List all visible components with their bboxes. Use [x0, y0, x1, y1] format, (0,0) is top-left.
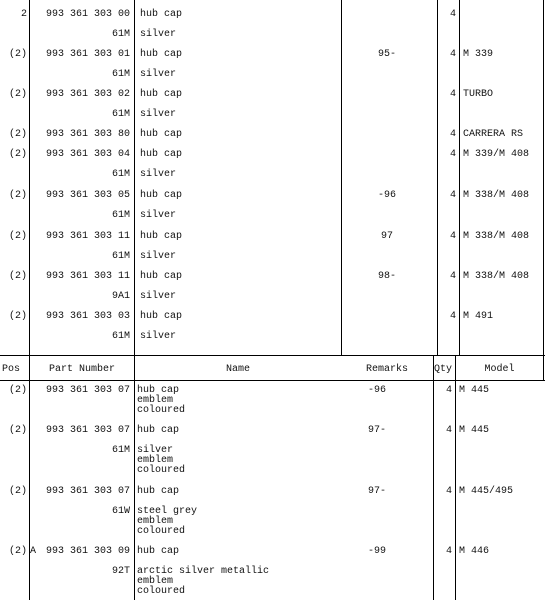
row-qty: 4	[445, 486, 452, 497]
row-model: M 445	[459, 425, 490, 436]
row-name-detail: coloured	[137, 405, 186, 416]
row-color-code: 61M	[111, 109, 130, 120]
row-name: hub cap	[140, 129, 183, 140]
row-pos: (2)	[8, 425, 27, 436]
row-model: M 338/M 408	[463, 231, 530, 242]
row-remarks: -96	[377, 190, 396, 201]
row-qty: 4	[445, 546, 452, 557]
row-color-code: 61M	[111, 69, 130, 80]
row-color-code: 61M	[111, 445, 130, 456]
row-color-name: silver	[140, 29, 177, 40]
row-model: M 445/495	[459, 486, 514, 497]
row-qty: 4	[449, 49, 456, 60]
row-model: M 445	[459, 385, 490, 396]
row-part-number: 993 361 303 09	[45, 546, 130, 557]
row-name: hub cap	[140, 271, 183, 282]
row-color-code: 92T	[111, 566, 130, 577]
row-pos: (2)	[8, 486, 27, 497]
row-model: M 338/M 408	[463, 190, 530, 201]
row-model: M 338/M 408	[463, 271, 530, 282]
row-pos: (2)	[8, 546, 27, 557]
row-name: hub cap	[140, 9, 183, 20]
row-part-number: 993 361 303 04	[45, 149, 130, 160]
row-name: hub cap	[137, 486, 180, 497]
row-qty: 4	[445, 385, 452, 396]
row-name: hub cap	[140, 49, 183, 60]
row-qty: 4	[449, 311, 456, 322]
row-pos: 2	[20, 9, 27, 20]
row-part-number: 993 361 303 07	[45, 385, 130, 396]
row-color-code: 61W	[111, 506, 130, 517]
row-pos: (2)	[8, 89, 27, 100]
row-remarks: -96	[367, 385, 386, 396]
row-pos: (2)	[8, 311, 27, 322]
row-qty: 4	[445, 425, 452, 436]
row-name: hub cap	[140, 231, 183, 242]
row-remarks: 97	[380, 231, 393, 242]
header-name: Name	[225, 364, 250, 375]
row-model: M 446	[459, 546, 490, 557]
row-qty: 4	[449, 129, 456, 140]
header-part-number: Part Number	[48, 364, 115, 375]
row-remarks: 95-	[377, 49, 396, 60]
row-qty: 4	[449, 149, 456, 160]
row-color-code: 61M	[111, 169, 130, 180]
row-model: M 491	[463, 311, 494, 322]
row-model: CARRERA RS	[463, 129, 524, 140]
row-color-name: silver	[140, 251, 177, 262]
row-color-detail: coloured	[137, 526, 186, 537]
row-color-detail: emblem	[137, 455, 174, 466]
row-remarks: -99	[367, 546, 386, 557]
row-qty: 4	[449, 271, 456, 282]
row-pos: (2)	[8, 190, 27, 201]
row-name: hub cap	[140, 149, 183, 160]
row-pos: (2)	[8, 271, 27, 282]
row-name: hub cap	[140, 190, 183, 201]
top-column-divider	[459, 0, 460, 355]
top-column-divider	[437, 0, 438, 355]
row-name: hub cap	[140, 89, 183, 100]
row-color-detail: coloured	[137, 465, 186, 476]
row-color-code: 61M	[111, 29, 130, 40]
section-separator	[0, 355, 545, 356]
row-qty: 4	[449, 231, 456, 242]
row-name: hub cap	[140, 311, 183, 322]
row-color-name: silver	[140, 291, 177, 302]
row-pos: (2)	[8, 129, 27, 140]
row-part-number: 993 361 303 11	[45, 271, 130, 282]
row-color-detail: steel grey	[137, 506, 198, 517]
row-qty: 4	[449, 9, 456, 20]
bottom-column-divider	[29, 356, 30, 600]
row-name: hub cap	[137, 546, 180, 557]
header-qty: Qty	[434, 364, 453, 375]
row-model: TURBO	[463, 89, 494, 100]
row-part-number: 993 361 303 03	[45, 311, 130, 322]
row-change-marker: A	[30, 546, 37, 557]
row-color-detail: emblem	[137, 576, 174, 587]
row-part-number: 993 361 303 00	[45, 9, 130, 20]
row-color-detail: silver	[137, 445, 174, 456]
row-color-detail: emblem	[137, 516, 174, 527]
row-part-number: 993 361 303 11	[45, 231, 130, 242]
row-part-number: 993 361 303 07	[45, 425, 130, 436]
row-color-name: silver	[140, 109, 177, 120]
row-pos: (2)	[8, 231, 27, 242]
row-part-number: 993 361 303 05	[45, 190, 130, 201]
header-right-border	[543, 356, 544, 380]
row-color-code: 61M	[111, 210, 130, 221]
row-remarks: 98-	[377, 271, 396, 282]
row-model: M 339/M 408	[463, 149, 530, 160]
top-column-divider	[29, 0, 30, 355]
row-color-code: 9A1	[111, 291, 130, 302]
row-pos: (2)	[8, 149, 27, 160]
row-name-detail: emblem	[137, 395, 174, 406]
row-color-detail: coloured	[137, 586, 186, 597]
header-pos: Pos	[2, 364, 21, 375]
row-color-detail: arctic silver metallic	[137, 566, 270, 577]
row-color-code: 61M	[111, 251, 130, 262]
row-part-number: 993 361 303 07	[45, 486, 130, 497]
row-part-number: 993 361 303 80	[45, 129, 130, 140]
bottom-column-divider	[455, 356, 456, 600]
row-pos: (2)	[8, 385, 27, 396]
row-remarks: 97-	[367, 425, 386, 436]
header-bottom-rule	[0, 380, 545, 381]
row-part-number: 993 361 303 01	[45, 49, 130, 60]
header-model: Model	[484, 364, 515, 375]
row-model: M 339	[463, 49, 494, 60]
row-color-name: silver	[140, 69, 177, 80]
row-pos: (2)	[8, 49, 27, 60]
row-name: hub cap	[137, 385, 180, 396]
row-color-name: silver	[140, 169, 177, 180]
row-color-code: 61M	[111, 331, 130, 342]
bottom-column-divider	[134, 356, 135, 600]
top-column-divider	[134, 0, 135, 355]
header-remarks: Remarks	[365, 364, 408, 375]
row-color-name: silver	[140, 331, 177, 342]
row-qty: 4	[449, 89, 456, 100]
row-name: hub cap	[137, 425, 180, 436]
top-right-border	[543, 0, 544, 355]
row-color-name: silver	[140, 210, 177, 221]
row-qty: 4	[449, 190, 456, 201]
row-remarks: 97-	[367, 486, 386, 497]
row-part-number: 993 361 303 02	[45, 89, 130, 100]
